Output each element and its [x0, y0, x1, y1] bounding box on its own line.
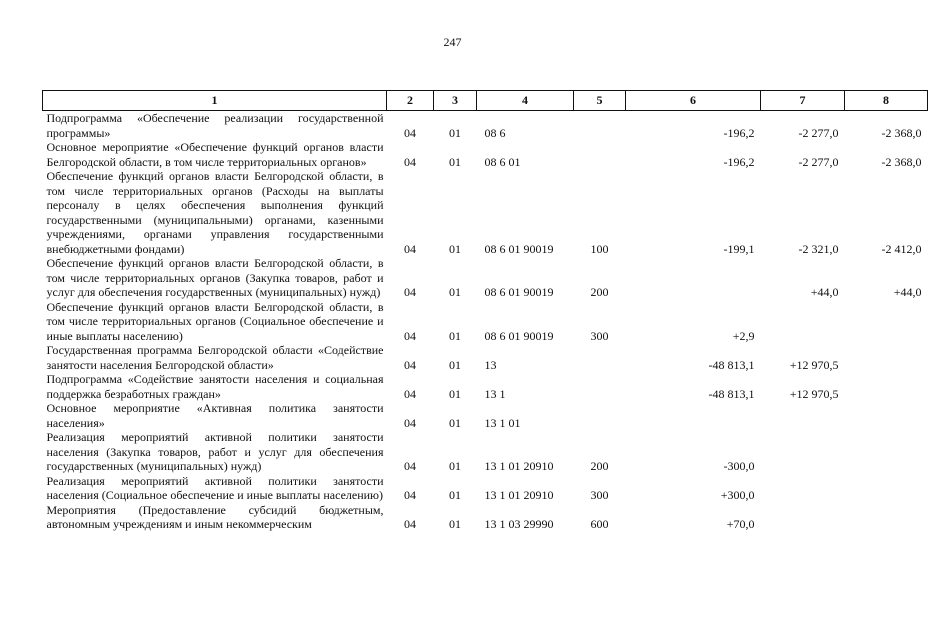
cell-col-2: 04 — [404, 285, 416, 299]
header-col-6: 6 — [626, 91, 761, 111]
cell-col-3: 01 — [449, 488, 461, 502]
table-row — [43, 140, 928, 169]
table-row — [43, 430, 928, 474]
cell-col-3: 01 — [449, 154, 461, 169]
table-row — [43, 300, 928, 344]
header-col-5: 5 — [574, 91, 626, 111]
cell-col-5: 100 — [590, 241, 609, 256]
cell-col-4: 08 6 — [484, 125, 506, 140]
table-row — [43, 474, 928, 503]
cell-col-5 — [574, 343, 626, 372]
budget-table — [42, 90, 928, 532]
cell-col-8: -2 368,0 — [881, 125, 922, 140]
cell-col-3: 01 — [449, 415, 461, 430]
row-description: Подпрограмма «Содействие занятости населения и социальная поддержка безработных граждан» — [46, 372, 384, 401]
cell-col-4: 08 6 01 90019 — [484, 285, 554, 299]
row-description: Реализация мероприятий активной политики занятости населения (Закупка товаров, работ и услуг для обеспечения государственных (муниципальных) нужд) — [46, 430, 384, 473]
cell-col-8 — [845, 343, 928, 372]
cell-col-2: 04 — [404, 125, 416, 140]
cell-col-4: 13 1 01 — [484, 415, 521, 430]
cell-col-3: 01 — [449, 241, 461, 256]
cell-col-2: 04 — [404, 357, 416, 372]
cell-col-3: 01 — [449, 357, 461, 372]
table-row — [43, 343, 928, 372]
header-col-3: 3 — [434, 91, 477, 111]
cell-col-6: +300,0 — [720, 488, 755, 502]
cell-col-4: 08 6 01 90019 — [484, 241, 554, 256]
header-col-1: 1 — [43, 91, 387, 111]
cell-col-5 — [574, 111, 626, 141]
cell-col-8 — [845, 401, 928, 430]
cell-col-2: 04 — [404, 517, 416, 531]
row-description: Обеспечение функций органов власти Белгородской области, в том числе территориальных органов (Социальное обеспечение и иные выплаты населению) — [46, 299, 384, 343]
cell-col-6: -196,2 — [723, 154, 755, 169]
header-col-7: 7 — [761, 91, 845, 111]
header-col-2: 2 — [387, 91, 434, 111]
row-description: Реализация мероприятий активной политики занятости населения (Социальное обеспечение и иные выплаты населению) — [46, 473, 384, 502]
cell-col-7: -2 277,0 — [798, 125, 839, 140]
cell-col-7: +12 970,5 — [789, 386, 839, 401]
cell-col-8 — [845, 300, 928, 344]
cell-col-5 — [574, 372, 626, 401]
row-description: Мероприятия (Предоставление субсидий бюджетным, автономным учреждениям и иным некоммерческим — [46, 502, 384, 531]
cell-col-7 — [761, 401, 845, 430]
cell-col-3: 01 — [449, 386, 461, 401]
row-description: Подпрограмма «Обеспечение реализации государственной программы» — [46, 111, 384, 140]
cell-col-2: 04 — [404, 459, 416, 473]
cell-col-2: 04 — [404, 241, 416, 256]
cell-col-4: 08 6 01 90019 — [484, 328, 554, 343]
table-row — [43, 503, 928, 532]
cell-col-4: 13 1 01 20910 — [484, 459, 554, 473]
table-row — [43, 169, 928, 256]
cell-col-5 — [574, 401, 626, 430]
cell-col-5: 600 — [590, 517, 609, 531]
row-description: Обеспечение функций органов власти Белгородской области, в том числе территориальных органов (Закупка товаров, работ и услуг для обеспечения государственных (муниципальных) нужд) — [46, 256, 384, 299]
cell-col-7: -2 321,0 — [798, 241, 839, 256]
cell-col-3: 01 — [449, 285, 461, 299]
cell-col-6: -300,0 — [723, 459, 755, 473]
cell-col-4: 13 1 01 20910 — [484, 488, 554, 502]
page-number: 247 — [443, 35, 462, 49]
row-description: Государственная программа Белгородской области «Содействие занятости населения Белгородской области» — [46, 343, 384, 372]
cell-col-7 — [761, 474, 845, 503]
cell-col-7: +44,0 — [810, 285, 839, 299]
cell-col-2: 04 — [404, 488, 416, 502]
cell-col-7: -2 277,0 — [798, 154, 839, 169]
header-row — [43, 91, 928, 111]
header-col-4: 4 — [477, 91, 574, 111]
table-row — [43, 372, 928, 401]
table-row — [43, 256, 928, 300]
cell-col-5: 200 — [590, 285, 609, 299]
row-description: Основное мероприятие «Обеспечение функций органов власти Белгородской области, в том числе территориальных органов» — [46, 140, 384, 169]
cell-col-8 — [845, 372, 928, 401]
cell-col-8: -2 412,0 — [881, 241, 922, 256]
cell-col-6: -196,2 — [723, 125, 755, 140]
cell-col-8: +44,0 — [893, 285, 922, 299]
table-row — [43, 401, 928, 430]
cell-col-2: 04 — [404, 154, 416, 169]
cell-col-8 — [845, 430, 928, 474]
cell-col-8 — [845, 474, 928, 503]
cell-col-7 — [761, 300, 845, 344]
cell-col-5 — [574, 140, 626, 169]
cell-col-6: -48 813,1 — [708, 357, 755, 372]
cell-col-6: +2,9 — [732, 328, 755, 343]
table-row — [43, 111, 928, 141]
cell-col-3: 01 — [449, 517, 461, 531]
cell-col-5: 300 — [590, 328, 609, 343]
cell-col-4: 13 1 03 29990 — [484, 517, 554, 531]
cell-col-7 — [761, 430, 845, 474]
cell-col-4: 13 1 — [484, 386, 506, 401]
cell-col-8 — [845, 503, 928, 532]
cell-col-6 — [626, 401, 761, 430]
cell-col-2: 04 — [404, 386, 416, 401]
cell-col-7: +12 970,5 — [789, 357, 839, 372]
cell-col-2: 04 — [404, 328, 416, 343]
cell-col-3: 01 — [449, 328, 461, 343]
cell-col-3: 01 — [449, 125, 461, 140]
cell-col-4: 08 6 01 — [484, 154, 521, 169]
cell-col-4: 13 — [484, 357, 497, 372]
cell-col-3: 01 — [449, 459, 461, 473]
cell-col-6: -199,1 — [723, 241, 755, 256]
cell-col-2: 04 — [404, 415, 416, 430]
cell-col-5: 300 — [590, 488, 609, 502]
cell-col-6: -48 813,1 — [708, 386, 755, 401]
header-col-8: 8 — [845, 91, 928, 111]
cell-col-7 — [761, 503, 845, 532]
cell-col-8: -2 368,0 — [881, 154, 922, 169]
cell-col-6: +70,0 — [726, 517, 755, 531]
row-description: Обеспечение функций органов власти Белгородской области, в том числе территориальных органов (Расходы на выплаты персоналу в целях обеспечения выполнения функций государственными (муниципальными) органами, казенными учреждениями, органами управления государственными внебюджетными фондами) — [46, 169, 384, 256]
row-description: Основное мероприятие «Активная политика занятости населения» — [46, 401, 384, 430]
cell-col-6 — [626, 256, 761, 300]
cell-col-5: 200 — [590, 459, 609, 473]
